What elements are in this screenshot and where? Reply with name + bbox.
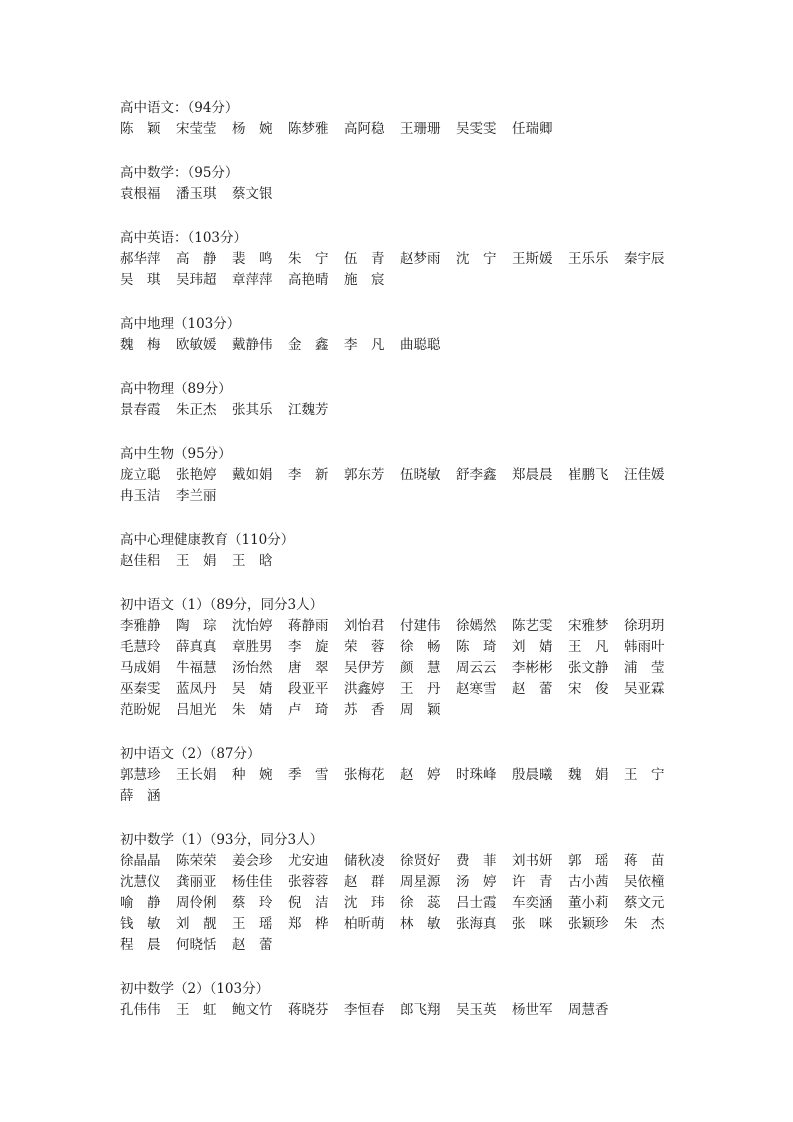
name-list (120, 551, 680, 572)
student-name: 王 娟 (176, 553, 217, 569)
student-name: 江魏芳 (288, 402, 329, 418)
student-name: 欧敏媛 (176, 337, 217, 353)
student-name: 王 瑶 (232, 916, 273, 932)
student-name: 刘 婧 (512, 639, 553, 655)
student-name: 庞立聪 (120, 467, 161, 483)
student-name: 杨佳佳 (232, 874, 273, 890)
student-name: 刘书妍 (512, 853, 553, 869)
student-name: 蓝凤丹 (176, 681, 217, 697)
student-name: 郭慧珍 (120, 767, 161, 783)
student-name: 章胜男 (232, 639, 273, 655)
student-name: 徐玥玥 (624, 618, 665, 634)
student-name: 汤 婷 (456, 874, 497, 890)
student-name: 赵寒雪 (456, 681, 497, 697)
student-name: 韩雨叶 (624, 639, 665, 655)
name-list (120, 465, 680, 507)
student-name: 李 凡 (344, 337, 385, 353)
student-name: 殷晨曦 (512, 767, 553, 783)
student-name: 苏 香 (344, 702, 385, 718)
student-name: 宋雅梦 (568, 618, 609, 634)
student-name: 张艳婷 (176, 467, 217, 483)
student-name: 徐贤好 (400, 853, 441, 869)
student-name: 戴静伟 (232, 337, 273, 353)
student-name: 赵 蕾 (512, 681, 553, 697)
student-name: 王乐乐 (568, 251, 609, 267)
award-section (120, 530, 680, 572)
student-name: 郑 桦 (288, 916, 329, 932)
student-name: 洪鑫婷 (344, 681, 385, 697)
student-name: 沈 玮 (344, 895, 385, 911)
student-name: 费 菲 (456, 853, 497, 869)
student-name: 张颖珍 (568, 916, 609, 932)
student-name: 王珊珊 (400, 121, 441, 137)
student-name: 王 虹 (176, 1002, 217, 1018)
student-name: 吕士霞 (456, 895, 497, 911)
student-name: 高 静 (176, 251, 217, 267)
student-name: 郭东芳 (344, 467, 385, 483)
student-name: 高阿稳 (344, 121, 385, 137)
student-name: 陈荣荣 (176, 853, 217, 869)
student-name: 吴亚霖 (624, 681, 665, 697)
section-heading: 初中语文（2）（87分） (120, 746, 261, 762)
student-name: 古小茜 (568, 874, 609, 890)
student-name: 魏 梅 (120, 337, 161, 353)
student-name: 张 咪 (512, 916, 553, 932)
student-name: 林 敏 (400, 916, 441, 932)
student-name: 李彬彬 (512, 660, 553, 676)
student-name: 孔伟伟 (120, 1002, 161, 1018)
student-name: 蔡 玲 (232, 895, 273, 911)
student-name: 倪 洁 (288, 895, 329, 911)
student-name: 任瑞卿 (512, 121, 553, 137)
section-heading: 高中语文：（94分） (120, 100, 239, 116)
student-name: 钱 敏 (120, 916, 161, 932)
student-name: 崔鹏飞 (568, 467, 609, 483)
award-section (120, 98, 680, 140)
student-name: 朱 杰 (624, 916, 665, 932)
student-name: 沈 宁 (456, 251, 497, 267)
student-name: 种 婉 (232, 767, 273, 783)
section-heading: 初中语文（1）（89分，同分3人） (120, 597, 324, 613)
student-name: 喻 静 (120, 895, 161, 911)
award-section (120, 830, 680, 956)
student-name: 周云云 (456, 660, 497, 676)
student-name: 陈艺雯 (512, 618, 553, 634)
section-heading: 高中地理（103分） (120, 316, 241, 332)
student-name: 袁根福 (120, 186, 161, 202)
student-name: 颜 慧 (400, 660, 441, 676)
student-name: 柏昕萌 (344, 916, 385, 932)
student-name: 沈慧仪 (120, 874, 161, 890)
section-heading: 高中生物（95分） (120, 446, 232, 462)
student-name: 施 宸 (344, 272, 385, 288)
student-name: 牛福慧 (176, 660, 217, 676)
student-name: 程 晨 (120, 937, 161, 953)
student-name: 吴依橦 (624, 874, 665, 890)
student-name: 李 新 (288, 467, 329, 483)
student-name: 汤怡然 (232, 660, 273, 676)
student-name: 徐 畅 (400, 639, 441, 655)
name-list (120, 400, 680, 421)
name-list (120, 765, 680, 807)
name-list (120, 249, 680, 291)
award-section (120, 979, 680, 1021)
student-name: 时珠峰 (456, 767, 497, 783)
name-list (120, 1000, 680, 1021)
student-name: 王 宁 (624, 767, 665, 783)
student-name: 朱正杰 (176, 402, 217, 418)
student-name: 张梅花 (344, 767, 385, 783)
section-heading: 高中心理健康教育（110分） (120, 532, 295, 548)
student-name: 伍晓敏 (400, 467, 441, 483)
student-name: 季 雪 (288, 767, 329, 783)
name-list (120, 616, 680, 721)
student-name: 吴玉英 (456, 1002, 497, 1018)
student-name: 李 旋 (288, 639, 329, 655)
name-list (120, 851, 680, 956)
name-list (120, 119, 680, 140)
student-name: 舒李鑫 (456, 467, 497, 483)
student-name: 赵 群 (344, 874, 385, 890)
student-name: 宋莹莹 (176, 121, 217, 137)
student-name: 刘怡君 (344, 618, 385, 634)
student-name: 郑晨晨 (512, 467, 553, 483)
student-name: 郝华萍 (120, 251, 161, 267)
student-name: 李恒春 (344, 1002, 385, 1018)
student-name: 陈梦雅 (288, 121, 329, 137)
student-name: 蒋 苗 (624, 853, 665, 869)
student-name: 赵 婷 (400, 767, 441, 783)
student-name: 徐 蕊 (400, 895, 441, 911)
award-section (120, 163, 680, 205)
student-name: 蔡文元 (624, 895, 665, 911)
student-name: 范盼妮 (120, 702, 161, 718)
award-section (120, 744, 680, 807)
student-name: 储秋凌 (344, 853, 385, 869)
student-name: 车奕涵 (512, 895, 553, 911)
student-name: 朱 宁 (288, 251, 329, 267)
student-name: 张蓉蓉 (288, 874, 329, 890)
student-name: 周 颖 (400, 702, 441, 718)
student-name: 蒋静雨 (288, 618, 329, 634)
student-name: 许 青 (512, 874, 553, 890)
section-heading: 初中数学（2）（103分） (120, 981, 270, 997)
section-heading: 高中数学：（95分） (120, 165, 239, 181)
student-name: 潘玉琪 (176, 186, 217, 202)
student-name: 景春霞 (120, 402, 161, 418)
student-name: 吴雯雯 (456, 121, 497, 137)
student-name: 吴伊芳 (344, 660, 385, 676)
student-name: 周伶俐 (176, 895, 217, 911)
name-list (120, 184, 680, 205)
student-name: 王 凡 (568, 639, 609, 655)
student-name: 姜会珍 (232, 853, 273, 869)
student-name: 高艳晴 (288, 272, 329, 288)
award-section (120, 228, 680, 291)
student-name: 戴如娟 (232, 467, 273, 483)
student-name: 薛 涵 (120, 788, 161, 804)
student-name: 马成娟 (120, 660, 161, 676)
award-section (120, 595, 680, 721)
student-name: 唐 翠 (288, 660, 329, 676)
student-name: 裴 鸣 (232, 251, 273, 267)
student-name: 赵佳稆 (120, 553, 161, 569)
student-name: 蒋晓芬 (288, 1002, 329, 1018)
student-name: 金 鑫 (288, 337, 329, 353)
student-name: 宋 俊 (568, 681, 609, 697)
student-name: 李雅静 (120, 618, 161, 634)
student-name: 巫秦雯 (120, 681, 161, 697)
student-name: 王长娟 (176, 767, 217, 783)
student-name: 荣 蓉 (344, 639, 385, 655)
student-name: 徐晶晶 (120, 853, 161, 869)
student-name: 刘 靓 (176, 916, 217, 932)
section-heading: 初中数学（1）（93分，同分3人） (120, 832, 324, 848)
student-name: 章萍萍 (232, 272, 273, 288)
student-name: 朱 婧 (232, 702, 273, 718)
student-name: 王 丹 (400, 681, 441, 697)
name-list (120, 335, 680, 356)
student-name: 赵 蕾 (232, 937, 273, 953)
student-name: 王斯媛 (512, 251, 553, 267)
student-name: 蔡文银 (232, 186, 273, 202)
student-name: 薛真真 (176, 639, 217, 655)
section-heading: 高中物理（89分） (120, 381, 232, 397)
award-section (120, 444, 680, 507)
student-name: 冉玉洁 (120, 488, 161, 504)
section-heading: 高中英语：（103分） (120, 230, 248, 246)
student-name: 龚丽亚 (176, 874, 217, 890)
student-name: 卢 琦 (288, 702, 329, 718)
student-name: 尤安迪 (288, 853, 329, 869)
student-name: 浦 莹 (624, 660, 665, 676)
student-name: 魏 娟 (568, 767, 609, 783)
student-name: 吴 婧 (232, 681, 273, 697)
student-name: 陈 琦 (456, 639, 497, 655)
student-name: 段亚平 (288, 681, 329, 697)
student-name: 周慧香 (568, 1002, 609, 1018)
student-name: 吴玮超 (176, 272, 217, 288)
student-name: 周星源 (400, 874, 441, 890)
student-name: 陶 琮 (176, 618, 217, 634)
student-name: 吕旭光 (176, 702, 217, 718)
document-page (120, 98, 680, 1044)
student-name: 鲍文竹 (232, 1002, 273, 1018)
student-name: 徐嫣然 (456, 618, 497, 634)
student-name: 汪佳媛 (624, 467, 665, 483)
student-name: 付建伟 (400, 618, 441, 634)
student-name: 张文静 (568, 660, 609, 676)
student-name: 李兰丽 (176, 488, 217, 504)
student-name: 杨世军 (512, 1002, 553, 1018)
student-name: 曲聪聪 (400, 337, 441, 353)
student-name: 沈怡婷 (232, 618, 273, 634)
student-name: 王 晗 (232, 553, 273, 569)
student-name: 董小莉 (568, 895, 609, 911)
student-name: 陈 颖 (120, 121, 161, 137)
award-section (120, 379, 680, 421)
student-name: 秦宇辰 (624, 251, 665, 267)
student-name: 郭 瑶 (568, 853, 609, 869)
student-name: 伍 青 (344, 251, 385, 267)
award-section (120, 314, 680, 356)
student-name: 张海真 (456, 916, 497, 932)
student-name: 何晓恬 (176, 937, 217, 953)
student-name: 张其乐 (232, 402, 273, 418)
student-name: 杨 婉 (232, 121, 273, 137)
student-name: 毛慧玲 (120, 639, 161, 655)
student-name: 赵梦雨 (400, 251, 441, 267)
student-name: 郎飞翔 (400, 1002, 441, 1018)
student-name: 吴 琪 (120, 272, 161, 288)
